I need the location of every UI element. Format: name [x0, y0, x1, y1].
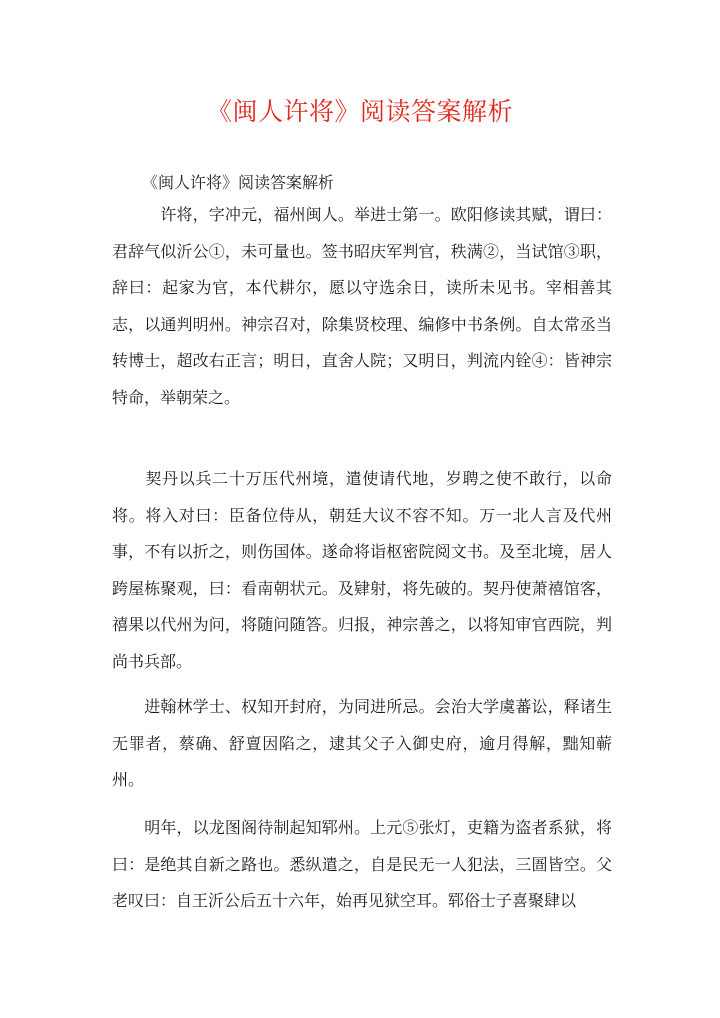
document-title: 《闽人许将》阅读答案解析: [206, 97, 513, 126]
paragraph-khitan-mission: 契丹以兵二十万压代州境，遣使请代地，岁聘之使不敢行，以命将。将入对曰：臣备位侍从，朝廷大议不容不知。万一北人言及代州事，不有以折之，则伤国体。遂命将诣枢密院阅文书。及至北境，居人跨屋栋聚观，曰：看南朝状元。及肄射，将先破的。契丹使萧禧馆客，禧果以代州为问，将随问随答。归报，神宗善之，以将知审官西院，判尚书兵部。: [112, 469, 612, 671]
paragraph-hanlin-kaifeng: 进翰林学士、权知开封府，为同进所忌。会治大学虞蕃讼，释诸生无罪者，蔡确、舒亶因陷之，逮其父子入御史府，逾月得解，黜知蕲州。: [112, 697, 612, 789]
paragraph-yunzhou: 明年，以龙图阁待制起知郓州。上元⑤张灯，吏籍为盗者系狱，将曰：是绝其自新之路也。悉纵遣之，自是民无一人犯法，三圄皆空。父老叹曰：自王沂公后五十六年，始再见狱空耳。郓俗士子喜聚肆以: [112, 818, 612, 910]
paragraph-biography: 许将，字冲元，福州闽人。举进士第一。欧阳修读其赋，谓曰：君辞气似沂公①，未可量也。签书昭庆军判官，秩满②，当试馆③职，辞曰：起家为官，本代耕尔，愿以守选余日，读所未见书。宰相善其志，以通判明州。神宗召对，除集贤校理、编修中书条例。自太常丞当转博士，超改右正言；明日，直舍人院；又明日，判流内铨④：皆神宗特命，举朝荣之。: [112, 205, 612, 407]
document-subtitle: 《闽人许将》阅读答案解析: [142, 173, 335, 192]
